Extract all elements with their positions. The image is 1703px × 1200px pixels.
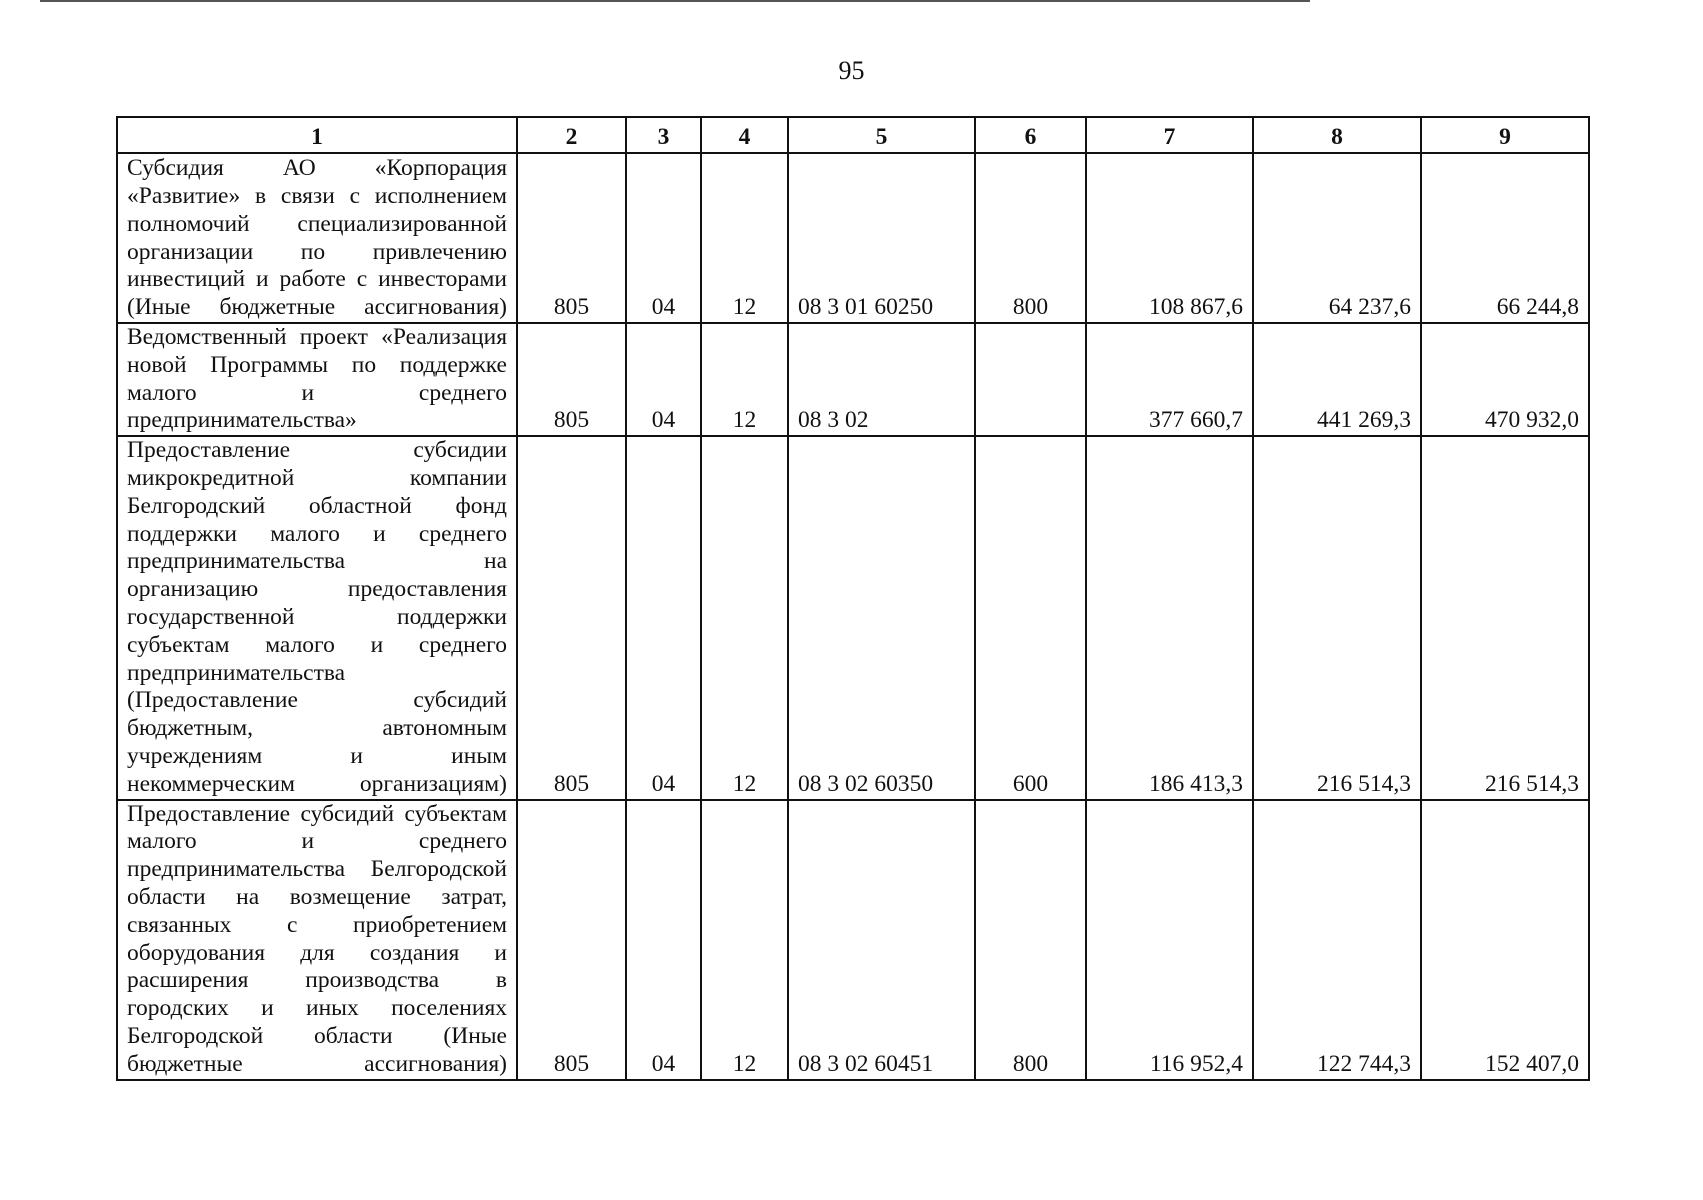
cell-col7: 377 660,7 [1086, 323, 1253, 436]
cell-col7: 108 867,6 [1086, 153, 1253, 323]
cell-col5: 08 3 02 60350 [788, 436, 975, 799]
cell-col2: 805 [517, 436, 626, 799]
table-row [117, 153, 1589, 323]
cell-col7: 116 952,4 [1086, 800, 1253, 1080]
cell-col4: 12 [701, 436, 788, 799]
cell-col8: 64 237,6 [1253, 153, 1421, 323]
cell-col4: 12 [701, 323, 788, 436]
header-col-3: 3 [626, 117, 701, 153]
top-scan-rule [40, 0, 1310, 2]
budget-table [116, 116, 1590, 1081]
header-col-2: 2 [517, 117, 626, 153]
cell-col3: 04 [626, 323, 701, 436]
cell-col6: 800 [975, 800, 1086, 1080]
header-col-9: 9 [1421, 117, 1589, 153]
table-row [117, 323, 1589, 436]
cell-col3: 04 [626, 800, 701, 1080]
cell-col6: 800 [975, 153, 1086, 323]
row-description: Предоставление субсидии микрокредитной компании Белгородский областной фонд поддержки малого и среднего предпринимательства на организацию предоставления государственной поддержки субъектам малого и среднего предпринимательства (Предоставление субсидий бюджетным, автономным учреждениям и иным некоммерческим организациям) [117, 436, 517, 799]
cell-col5: 08 3 02 60451 [788, 800, 975, 1080]
cell-col9: 66 244,8 [1421, 153, 1589, 323]
cell-col3: 04 [626, 153, 701, 323]
cell-col4: 12 [701, 153, 788, 323]
header-col-1: 1 [117, 117, 517, 153]
cell-col8: 441 269,3 [1253, 323, 1421, 436]
row-description: Ведомственный проект «Реализация новой Программы по поддержке малого и среднего предпринимательства» [117, 323, 517, 436]
cell-col8: 216 514,3 [1253, 436, 1421, 799]
cell-col2: 805 [517, 800, 626, 1080]
cell-col8: 122 744,3 [1253, 800, 1421, 1080]
cell-col5: 08 3 02 [788, 323, 975, 436]
table-row [117, 436, 1589, 799]
cell-col9: 152 407,0 [1421, 800, 1589, 1080]
header-col-6: 6 [975, 117, 1086, 153]
header-col-5: 5 [788, 117, 975, 153]
cell-col6 [975, 323, 1086, 436]
header-row [117, 117, 1589, 153]
header-col-8: 8 [1253, 117, 1421, 153]
header-col-4: 4 [701, 117, 788, 153]
cell-col3: 04 [626, 436, 701, 799]
table-row [117, 800, 1589, 1080]
cell-col7: 186 413,3 [1086, 436, 1253, 799]
page-number: 95 [838, 56, 865, 85]
cell-col2: 805 [517, 153, 626, 323]
row-description: Субсидия АО «Корпорация «Развитие» в связи с исполнением полномочий специализированной организации по привлечению инвестиций и работе с инвесторами (Иные бюджетные ассигнования) [117, 153, 517, 323]
header-col-7: 7 [1086, 117, 1253, 153]
row-description: Предоставление субсидий субъектам малого и среднего предпринимательства Белгородской области на возмещение затрат, связанных с приобретением оборудования для создания и расширения производства в городских и иных поселениях Белгородской области (Иные бюджетные ассигнования) [117, 800, 517, 1080]
cell-col9: 216 514,3 [1421, 436, 1589, 799]
cell-col9: 470 932,0 [1421, 323, 1589, 436]
cell-col4: 12 [701, 800, 788, 1080]
cell-col6: 600 [975, 436, 1086, 799]
cell-col5: 08 3 01 60250 [788, 153, 975, 323]
cell-col2: 805 [517, 323, 626, 436]
